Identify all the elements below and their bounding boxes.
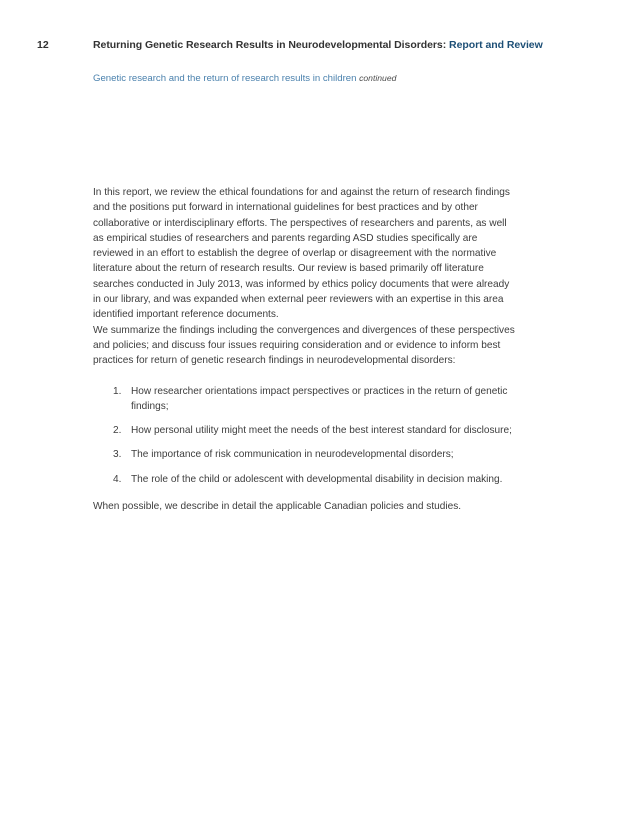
list-item: [93, 423, 518, 438]
list-item-number: 4.: [113, 473, 122, 485]
list-item-text: How researcher orientations impact perspectives or practices in the return of genetic findings;: [131, 385, 508, 412]
list-item-number: 3.: [113, 449, 122, 461]
list-item: [93, 384, 518, 415]
list-item-number: 1.: [113, 385, 122, 397]
section-heading-text: Genetic research and the return of research results in children: [93, 73, 357, 84]
closing-paragraph: When possible, we describe in detail the applicable Canadian policies and studies.: [93, 501, 462, 513]
list-item-number: 2.: [113, 425, 122, 437]
issue-list: [93, 384, 518, 487]
list-item-text: The importance of risk communication in neurodevelopmental disorders;: [131, 449, 454, 461]
section-heading: [93, 73, 396, 84]
running-title-main: Returning Genetic Research Results in Neurodevelopmental Disorders:: [93, 39, 447, 51]
page-number: 12: [37, 39, 49, 51]
page-header: [37, 38, 597, 52]
list-item-text: The role of the child or adolescent with developmental disability in decision making.: [131, 473, 503, 485]
list-item: [93, 472, 518, 487]
running-title: [93, 38, 543, 52]
running-title-accent: Report and Review: [449, 39, 543, 51]
continued-label: continued: [359, 73, 397, 83]
list-item-text: How personal utility might meet the needs of the best interest standard for disclosure;: [131, 425, 512, 437]
intro-paragraph: In this report, we review the ethical foundations for and against the return of research findings and the positions put forward in international guidelines for best practices and by other collaborative or interdisciplinary efforts. The perspectives of researchers and parents, as well as empirical studies of researchers and parents regarding ASD studies specifically are reviewed in an effort to establish the degree of overlap or disagreement with the normative literature about the return of research results. Our review is based primarily off literature searches conducted in July 2013, was informed by ethics policy documents that were already in our library, and was expanded when external peer reviewers with an expertise in this area identified important reference documents.: [93, 187, 510, 321]
summary-paragraph: We summarize the findings including the convergences and divergences of these perspectives and policies; and discuss four issues requiring consideration and or evidence to inform best practices for return of genetic research findings in neurodevelopmental disorders:: [93, 324, 515, 367]
list-item: [93, 447, 518, 462]
body-text: [93, 185, 518, 514]
